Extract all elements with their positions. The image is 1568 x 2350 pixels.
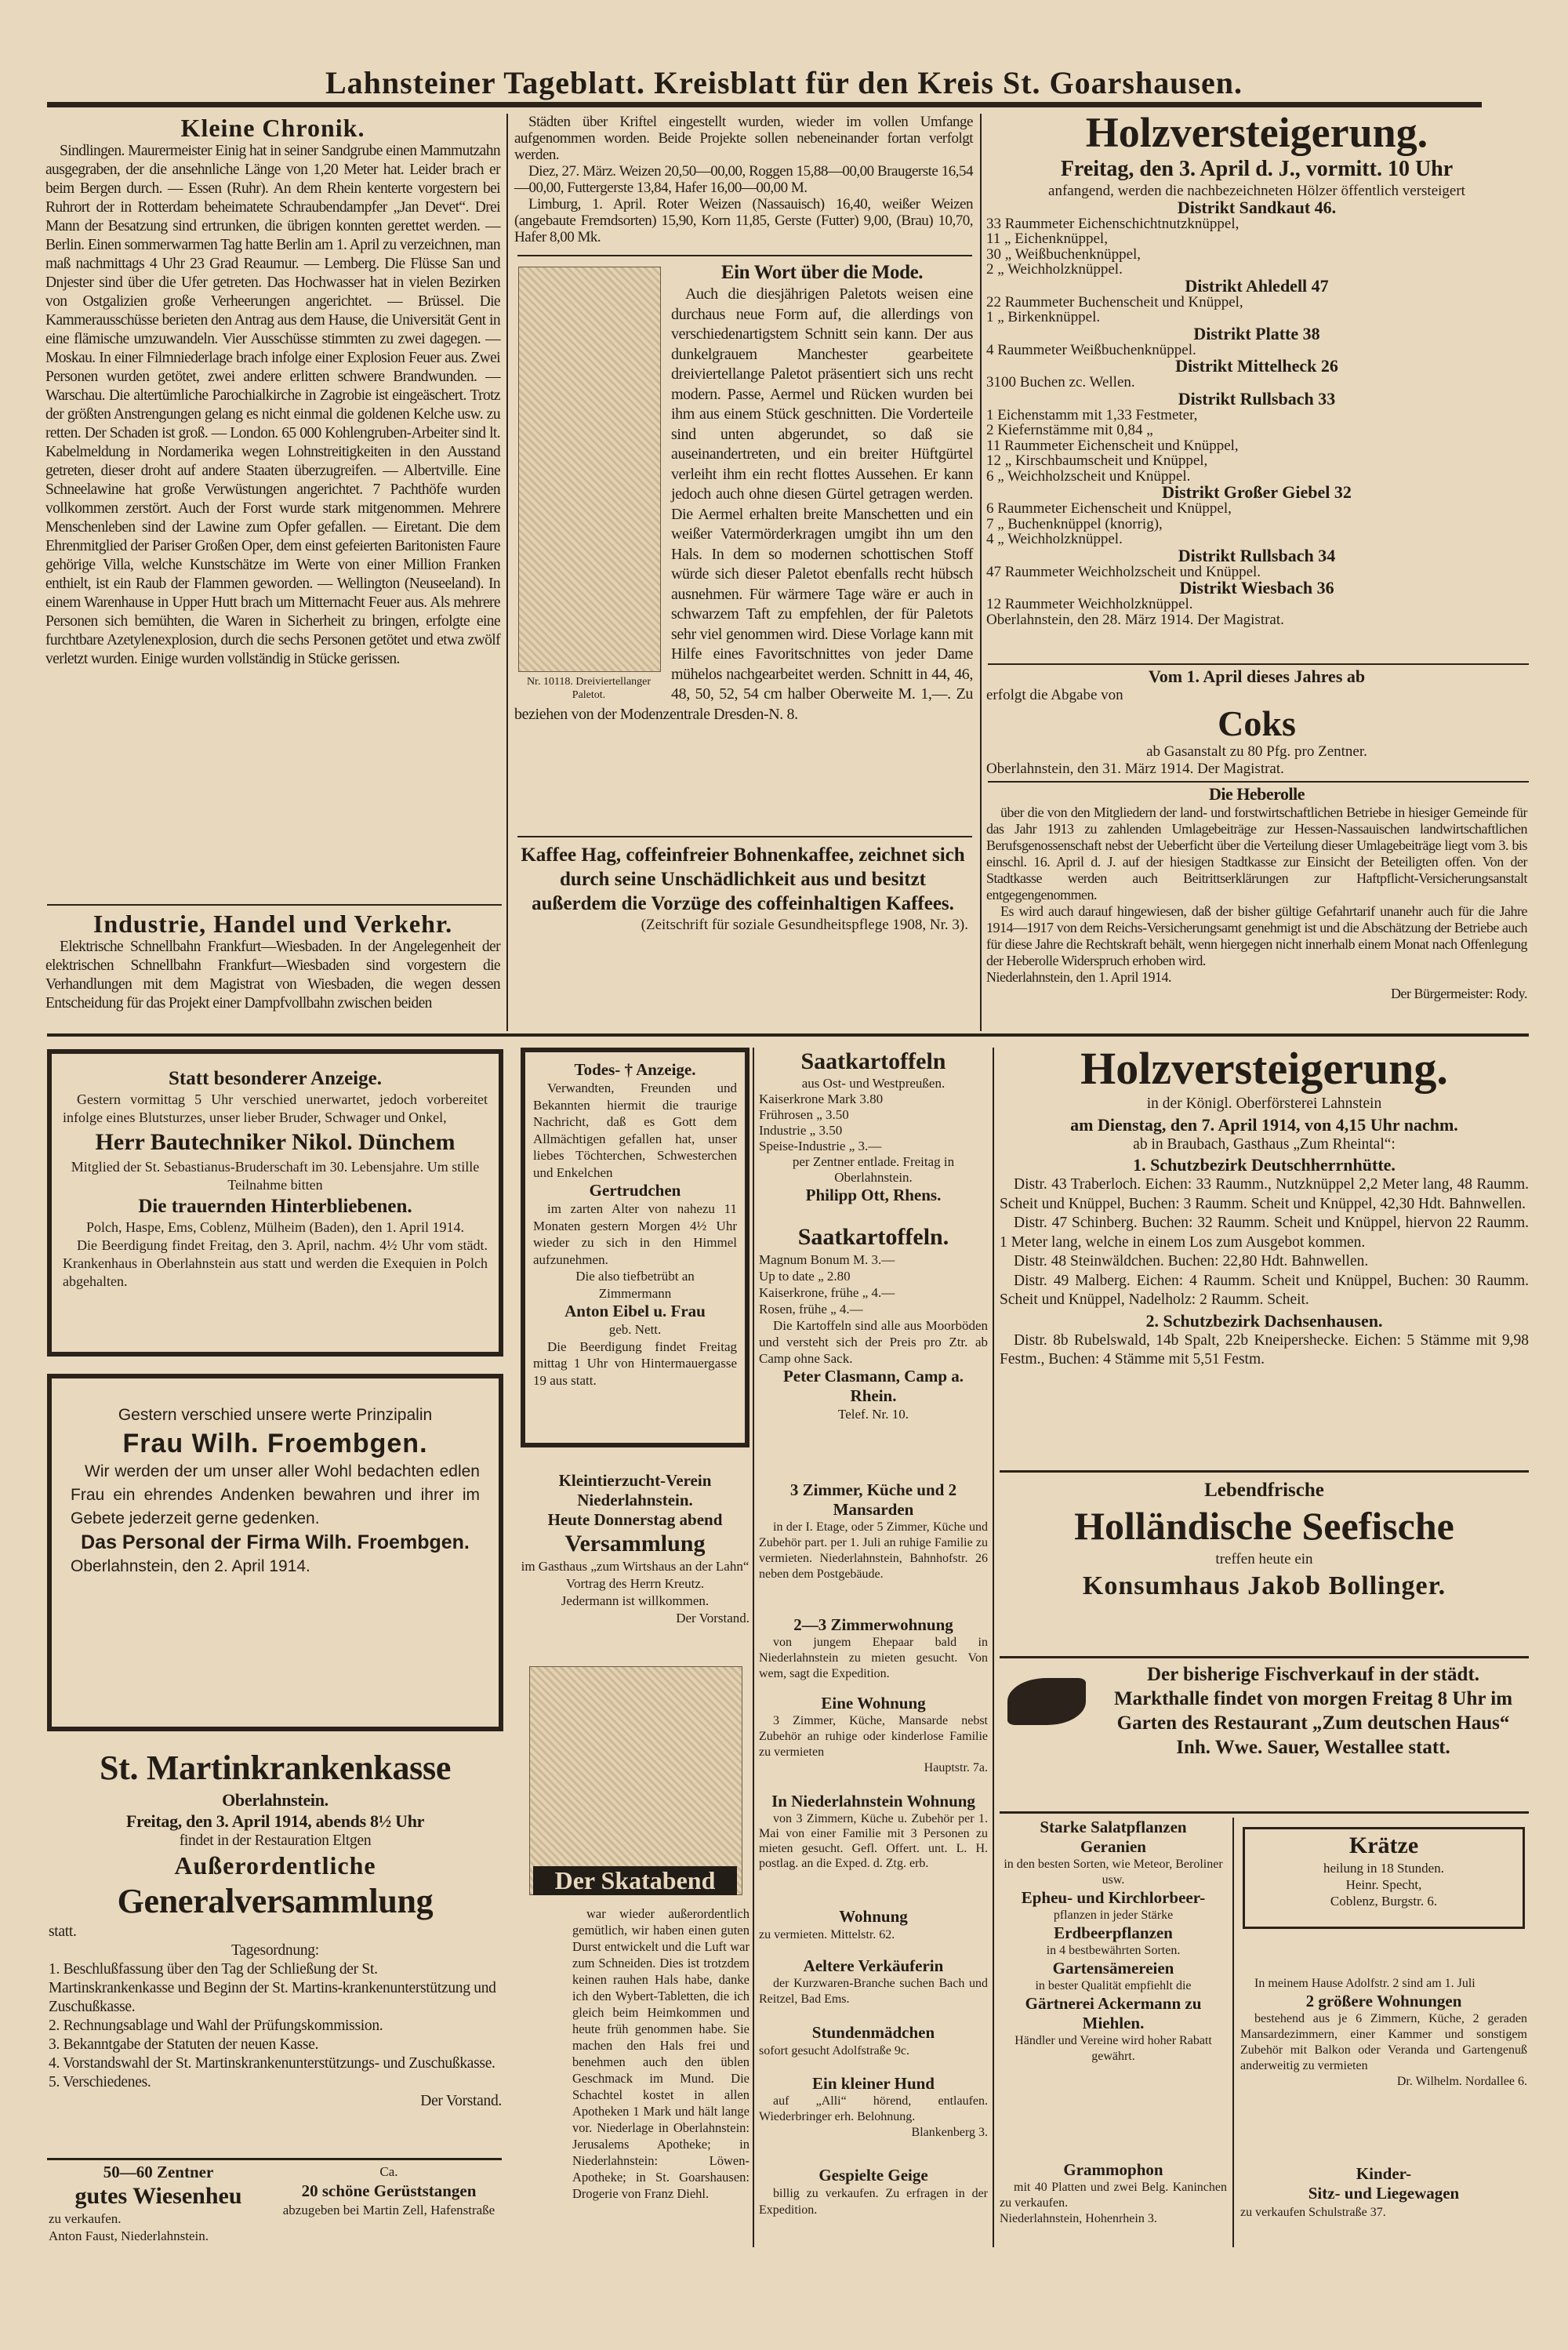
text-line: Der Bürgermeister: Rody.	[1391, 986, 1527, 1001]
ad-saatkartoffeln-clasmann	[759, 1223, 988, 1422]
heading: Lebendfrische	[1204, 1480, 1324, 1501]
ad-divider	[1000, 1656, 1529, 1658]
heading: Frau Wilh. Froembgen.	[122, 1429, 428, 1458]
text-line: Der Vorstand.	[676, 1611, 750, 1625]
text-line: Verwandten, Freunden und Bekannten hiermit die traurige Nachricht, daß es Gott dem Allmächtigen gefallen hat, unser liebes Töchterchen, Schwesterchen und Enkelchen	[533, 1081, 737, 1180]
ad-kaffee-hag	[517, 843, 968, 935]
heading: Distrikt Großer Giebel 32	[1162, 482, 1352, 502]
text-line: erfolgt die Abgabe von	[986, 687, 1123, 703]
heading: Sitz- und Liegewagen	[1308, 2184, 1460, 2203]
illustration-float	[514, 260, 663, 699]
heading: Statt besonderer Anzeige.	[169, 1068, 382, 1089]
text-line: 3100 Buchen zc. Wellen.	[986, 374, 1135, 390]
death-notice-froembgen	[71, 1404, 480, 1578]
text-line: 2 „ Weichholzknüppel.	[986, 261, 1123, 278]
text-line: 2 Kiefernstämme mit 0,84 „	[986, 422, 1153, 438]
text-line: 12 Raummeter Weichholzknüppel.	[986, 596, 1193, 612]
text-line: Distr. 49 Malberg. Eichen: 4 Raumm. Scheit und Knüppel, Buchen: 30 Raumm. Scheit und Knüppel, Nadelholz: 2 Raumm. Scheit.	[1000, 1272, 1529, 1308]
heading: Holländische Seefische	[1074, 1504, 1454, 1548]
text-line: Coblenz, Burgstr. 6.	[1330, 1894, 1438, 1909]
text-line: 4. Vorstandswahl der St. Martinskrankenunterstützungs- und Zuschußkasse.	[49, 2055, 495, 2072]
text-line: mit 40 Platten und zwei Belg. Kaninchen zu verkaufen.	[1000, 2181, 1227, 2210]
text-line: abzugeben bei Martin Zell, Hafenstraße	[282, 2203, 495, 2217]
text-line: Niederlahnstein, den 1. April 1914.	[986, 969, 1171, 985]
text-line: 1 „ Birkenknüppel.	[986, 309, 1101, 325]
text-line: in der Königl. Oberförsterei Lahnstein	[1146, 1095, 1382, 1112]
heading: Holzversteigerung.	[1085, 109, 1428, 156]
text-line: ab in Braubach, Gasthaus „Zum Rheintal“:	[1133, 1135, 1396, 1153]
ad-fischverkauf	[1098, 1662, 1529, 1760]
section-divider	[47, 1033, 1529, 1037]
text-line: Zimmermann	[598, 1285, 672, 1301]
heading: Das Personal der Firma Wilh. Froembgen.	[81, 1531, 470, 1553]
text-line: Speise-Industrie „ 3.—	[759, 1139, 882, 1153]
text-line: Mitglied der St. Sebastianus-Bruderschaft im 30. Lebensjahre. Um stille Teilnahme bitten	[71, 1159, 480, 1193]
ad-grammophon	[1000, 2160, 1227, 2227]
text-line: billig zu verkaufen. Zu erfragen in der Expedition.	[759, 2187, 988, 2217]
text-line: auf „Alli“ hörend, entlaufen. Wiederbringer erh. Belohnung.	[759, 2094, 988, 2123]
heading: Krätze	[1348, 1832, 1419, 1858]
heading: 2. Schutzbezirk Dachsenhausen.	[1145, 1310, 1383, 1331]
text-line: Oberlahnstein, den 31. März 1914. Der Magistrat.	[986, 761, 1284, 777]
text-line: anfangend, werden die nachbezeichneten Hölzer öffentlich versteigert	[1048, 183, 1465, 199]
heading: Generalversammlung	[117, 1882, 434, 1920]
text-line: 1 Eichenstamm mit 1,33 Festmeter,	[986, 406, 1198, 423]
text-line: Gestern verschied unsere werte Prinzipalin	[118, 1406, 433, 1424]
article-industrie-handel	[45, 910, 500, 1013]
heading: Freitag, den 3. April 1914, abends 8½ Uhr	[125, 1811, 425, 1831]
heading: Eine Wohnung	[821, 1694, 926, 1713]
text-line: Vortrag des Herrn Kreutz.	[565, 1576, 705, 1591]
text-line: Tagesordnung:	[231, 1942, 319, 1959]
heading: gutes Wiesenheu	[74, 2183, 242, 2209]
text-line: 1. Beschlußfassung über den Tag der Schließung der St. Martinskrankenkasse und Beginn der St. Martins-krankenunterstützung und Zuschußkasse.	[49, 1961, 496, 2015]
ad-divider	[1000, 1811, 1529, 1814]
text-line: zu vermieten. Mittelstr. 62.	[759, 1928, 895, 1941]
ad-holzversteigerung-magistrat	[986, 110, 1527, 627]
text-line: Dr. Wilhelm. Nordallee 6.	[1396, 2075, 1527, 2088]
text-line: 33 Raummeter Eichenschichtnutzknüppel,	[986, 215, 1240, 232]
text-line: Händler und Vereine wird hoher Rabatt gewährt.	[1014, 2034, 1212, 2063]
heading: Ein Wort über die Mode.	[720, 262, 924, 283]
text-line: Die Beerdigung findet Freitag, den 3. April, nachm. 4½ Uhr vom städt. Krankenhaus in Oberlahnstein aus statt und werden die Exequien in Polch abgehalten.	[63, 1237, 488, 1289]
ad-kleiner-hund	[759, 2074, 988, 2141]
text-line: Distr. 43 Traberloch. Eichen: 33 Raumm., Nutzknüppel 2,2 Meter lang, 48 Raumm. Scheit und Knüppel, Buchen: 3 Raumm. Scheit und Knüppel, 42,30 Hdt. Bahnwellen.	[1000, 1176, 1529, 1212]
text-line: Heinr. Specht,	[1345, 1877, 1422, 1892]
heading: Distrikt Wiesbach 36	[1179, 578, 1334, 597]
heading: Gertrudchen	[589, 1181, 681, 1200]
heading: Konsumhaus Jakob Bollinger.	[1082, 1571, 1446, 1600]
illustration-title: Der Skatabend	[533, 1866, 737, 1895]
text-line: 12 „ Kirschbaumscheit und Knüppel,	[986, 452, 1208, 469]
heading: Kleine Chronik.	[180, 114, 365, 142]
heading: Erdbeerpflanzen	[1054, 1923, 1173, 1942]
heading: Distrikt Ahledell 47	[1185, 275, 1329, 296]
text-line: Der Vorstand.	[420, 2093, 502, 2109]
text-line: Auch die diesjährigen Paletots weisen eine durchaus neue Form auf, die allerdings von verschiedenartigstem Schnitt sein kann. Der aus dunkelgrauem Manchester gearbeitete dreiviertellange Paletot präsentiert sich uns recht modern. Passe, Aermel und Rücken wurden bei ihm aus einem Stück geschnitten. Die Vorderteile sind unten abgerundet, so daß sie auseinandertreten, und ein breiter Hüftgürtel verleiht ihm ein recht flottes Aussehen. Er kann jedoch auch ohne diesen Gürtel getragen werden. Die Aermel erhalten breite Manschetten und ein weißer Vatermörderkragen umgibt ihn um den Hals. In dem so modernen schottischen Stoff würde sich dieser Paletot ebenfalls recht hübsch ausnehmen. Für wärmere Tage wäre er auch in schwarzem Taft zu empfehlen, der für Paletots sehr viel genommen wird. Diese Vorlage kann mit Hilfe eines Favoritschnittes von jeder Dame mühelos nachgearbeitet werden. Schnitt in 44, 46, 48, 50, 52, 54 cm halber Oberweite M. 1,—. Zu beziehen von der Modenzentrale Dresden-N. 8.	[514, 285, 973, 723]
text-line: heilung in 18 Stunden.	[1323, 1861, 1444, 1876]
text-line: aus Ost- und Westpreußen.	[801, 1076, 946, 1091]
heading: Kinder-	[1356, 2164, 1412, 2183]
heading: Starke Salatpflanzen	[1040, 1818, 1187, 1836]
text-line: zu verkaufen Schulstraße 37.	[1240, 2206, 1386, 2219]
text-line: findet in der Restauration Eltgen	[179, 1832, 372, 1849]
text-line: Wir werden der um unser aller Wohl bedachten edlen Frau ein ehrendes Andenken bewahren und ihrer im Gebete jederzeit gerne gedenken.	[71, 1462, 480, 1527]
ad-gaertnerei-ackermann	[1000, 1818, 1227, 2065]
text-line: per Zentner entlade. Freitag in Oberlahnstein.	[792, 1154, 955, 1185]
text-line: im zarten Alter von nahezu 11 Monaten gestern Morgen 4½ Uhr wieder zu sich in den Himmel aufzunehmen.	[533, 1201, 737, 1267]
ad-divider	[1000, 1470, 1529, 1473]
text-line: bestehend aus je 6 Zimmern, Küche, 2 geraden Mansardezimmern, einer Kammer und sonstigem Zubehör mit Balkon oder Veranda und Gartengenuß anderweitig zu vermieten	[1240, 2012, 1527, 2072]
heading: Geranien	[1080, 1837, 1146, 1856]
text-line: Distr. 47 Schinberg. Buchen: 32 Raumm. Scheit und Knüppel, hiervon 22 Raumm. 1 Meter lang, welche in einem Los zum Ausgebot kommen.	[1000, 1215, 1529, 1251]
heading: Anton Eibel u. Frau	[564, 1302, 706, 1320]
text-line: Diez, 27. März. Weizen 20,50—00,00, Roggen 15,88—00,00 Braugerste 16,54—00,00, Futtergerste 13,84, Hafer 16,00—00,00 M.	[514, 163, 973, 196]
column-divider	[980, 114, 982, 1031]
text-line: Die also tiefbetrübt an	[575, 1269, 695, 1284]
text-line: von 3 Zimmern, Küche u. Zubehör per 1. Mai von einer Familie mit 3 Personen zu mieten gesucht. Gefl. Offert. unt. L. H. postlag. an die Exped. d. Ztg. erb.	[759, 1812, 988, 1870]
ad-wybert-tabletten	[572, 1905, 750, 2202]
ad-kleintierzucht-verein	[521, 1471, 750, 1627]
text-line: Kaiserkrone, frühe „ 4.—	[759, 1285, 895, 1300]
skatabend-illustration	[529, 1666, 742, 1895]
heading: Peter Clasmann, Camp a. Rhein.	[782, 1367, 964, 1405]
heading: Distrikt Sandkaut 46.	[1177, 197, 1337, 217]
text-line: Anton Faust, Niederlahnstein.	[49, 2228, 209, 2243]
ad-3-zimmer	[759, 1480, 988, 1582]
heading: Holzversteigerung.	[1080, 1043, 1448, 1094]
text-line: in 4 bestbewährten Sorten.	[1046, 1944, 1181, 1957]
text-line: Distr. 8b Rubelswald, 14b Spalt, 22b Kneipershecke. Eichen: 5 Stämme mit 9,98 Festm., Buchen: 4 Stämme mit 5,51 Festm.	[1000, 1331, 1529, 1368]
text-line: Ca.	[379, 2164, 398, 2179]
column-divider	[993, 1048, 994, 2247]
text-line: sofort gesucht Adolfstraße 9c.	[759, 2044, 909, 2058]
heading: Distrikt Mittelheck 26	[1175, 356, 1338, 376]
ad-saatkartoffeln-ott	[759, 1048, 988, 1205]
ad-koks	[986, 666, 1527, 778]
heading: Vom 1. April dieses Jahres ab	[1148, 666, 1366, 686]
heading: Distrikt Rullsbach 34	[1178, 545, 1336, 565]
article-divider	[47, 904, 502, 906]
heading: Industrie, Handel und Verkehr.	[93, 910, 453, 938]
notice-heberolle	[986, 784, 1527, 1002]
text-line: 5. Verschiedenes.	[49, 2074, 151, 2090]
text-line: 22 Raummeter Buchenscheit und Knüppel,	[986, 293, 1243, 311]
text-line: von jungem Ehepaar bald in Niederlahnstein zu mieten gesucht. Von wem, sagt die Expedition.	[759, 1636, 988, 1680]
text-line: in den besten Sorten, wie Meteor, Beroliner usw.	[1004, 1858, 1223, 1887]
ad-hollaendische-seefische	[1000, 1478, 1529, 1603]
text-line: zu verkaufen.	[49, 2211, 122, 2226]
text-line: Jedermann ist willkommen.	[561, 1593, 710, 1608]
text-line: war wieder außerordentlich gemütlich, wir haben einen guten Durst entwickelt und die Luft war zum Schneiden. Dies ist trotzdem keinen rauhen Hals habe, danke ich den Wybert-Tabletten, die ich gleich beim Heimkommen und heute früh genommen habe. Sie machen den Hals frei und benehmen auch den üblen Geschmack im Mund. Die Schachtel kostet in allen Apotheken 1 Mark und hält lange vor. Niederlage in Oberlahnstein: Jerusalems Apotheke; in Niederlahnstein: Löwen-Apotheke; in St. Goarshausen: Drogerie von Franz Diehl.	[572, 1906, 750, 2201]
ad-eine-wohnung	[759, 1694, 988, 1776]
text-line: In meinem Hause Adolfstr. 2 sind am 1. Juli	[1254, 1977, 1475, 1990]
ad-verkaeuferin	[759, 1956, 988, 2007]
text-line: Up to date „ 2.80	[759, 1269, 851, 1284]
heading: Epheu- und Kirchlorbeer-	[1021, 1888, 1206, 1907]
text-line: Niederlahnstein, Hohenrhein 3.	[1000, 2212, 1157, 2225]
text-line: der Kurzwaren-Branche suchen Bach und Reitzel, Bad Ems.	[759, 1977, 988, 2006]
heading: Aeltere Verkäuferin	[803, 1956, 944, 1975]
text-line: pflanzen in jeder Stärke	[1053, 1909, 1174, 1922]
text-line: Städten über Kriftel eingestellt wurden, wieder im vollen Umfange aufgenommen worden. Beide Projekte sollen nebeneinander fortan verfolgt werden.	[514, 114, 973, 163]
heading: Saatkartoffeln.	[797, 1224, 949, 1250]
heading: Außerordentliche	[174, 1851, 376, 1880]
heading: Der bisherige Fischverkauf in der städt. Markthalle findet von morgen Freitag 8 Uhr im Garten des Restaurant „Zum deutschen Haus“ Inh. Wwe. Sauer, Westallee statt.	[1113, 1664, 1513, 1758]
heading: Die Heberolle	[1209, 784, 1305, 804]
text-line: Industrie „ 3.50	[759, 1123, 843, 1138]
fashion-illustration	[518, 267, 661, 672]
heading: Freitag, den 3. April d. J., vormitt. 10 Uhr	[1060, 157, 1454, 181]
heading: Oberlahnstein.	[222, 1790, 328, 1810]
text-line: Limburg, 1. April. Roter Weizen (Nassauisch) 16,40, weißer Weizen (angebaute Fremdsorten) 15,90, Korn 11,85, Gerste (Futter) 9,00, (Brau) 10,70, Hafer 8,00 Mk.	[514, 196, 973, 245]
ad-2-3-zimmerwohnung	[759, 1615, 988, 1682]
heading: Heute Donnerstag abend	[547, 1510, 723, 1529]
heading: 50—60 Zentner	[103, 2163, 214, 2181]
text-line: Rosen, frühe „ 4.—	[759, 1302, 863, 1317]
heading: Distrikt Platte 38	[1193, 323, 1320, 343]
heading: Wohnung	[839, 1907, 908, 1926]
ad-wohnung-niederlahnstein	[759, 1792, 988, 1871]
text-line: 3 Zimmer, Küche, Mansarde nebst Zubehör an ruhige oder kinderlose Familie zu vermieten	[759, 1714, 988, 1759]
heading: Grammophon	[1063, 2160, 1163, 2179]
text-line: 11 Raummeter Eichenscheit und Knüppel,	[986, 437, 1239, 454]
text-line: 2. Rechnungsablage und Wahl der Prüfungskommission.	[49, 2018, 383, 2034]
text-line: Sindlingen. Maurermeister Einig hat in seiner Sandgrube einen Mammutzahn ausgegraben, der die ansehnliche Länge von 1,20 Meter hat. Leider brach er beim Bergen durch. — Essen (Ruhr). An dem Rhein kenterte vorgestern bei Ruhrort der in Rotterdam beheimatete Schraubendampfer „Jan Devet“. Drei Mann der Besatzung sind ertrunken, die übrigen konnten gerettet werden. — Berlin. Einen sommerwarmen Tag hatte Berlin am 1. April zu verzeichnen, man maß nachmittags 4 Uhr 23 Grad Reaumur. — Lemberg. Die Flüsse San und Dnjester sind über die Ufer getreten. Das Hochwasser hat in vielen Bezirken von Ostgalizien große Verheerungen angerichtet. — Brüssel. Die Kammerausschüsse berieten den Antrag aus dem Hause, die Universität Gent in eine flämische umzuwandeln. Vier Ausschüsse stimmten zu zwei dagegen. — Moskau. In einer Filmniederlage brach infolge einer Explosion Feuer aus. Zwei Personen wurden getötet, zwei andere erlitten schwere Brandwunden. — Warschau. Die altertümliche Parochialkirche in Zagrobie ist eingeäschert. Trotz der größten Anstrengungen gelang es nicht einmal die goldenen Kelche usw. zu retten. Der Schaden ist groß. — London. 65 000 Kohlengruben-Arbeiter sind lt. Kabelmeldung in Nordamerika wegen Lohnstreitigkeiten in den Ausstand getreten, dieser droht auf andere Staaten überzugreifen. — Albertville. Eine Schneelawine hat große Verwüstungen angerichtet. 7 Pachthöfe wurden vollkommen zerstört. Auch der Forst wurde stark mitgenommen. Mehrere Menschenleben sind der Lawine zum Opfer gefallen. — Eiretant. Die dem Ehrenmitglied der Pariser Großen Oper, dem einst gefeierten Baritonisten Faure gehörige Villa, welche Kunstschätze im Werte von einer Million Franken enthielt, ist ein Raub der Flammen geworden. — Wellington (Neuseeland). In einem Warenhause in Upper Hutt brach um Mitternacht Feuer aus. Als mehrere Personen sich bemühten, die Waren in Sicherheit zu bringen, erfolgte eine furchtbare Azetylenexplosion, durch die sechs Personen getötet und etwa zwölf verletzt wurden. Einige wurden vollständig in Stücke gerissen.	[45, 143, 500, 667]
death-notice-duenchem	[63, 1066, 488, 1291]
ad-divider	[988, 663, 1529, 665]
ad-geruststangen	[276, 2163, 502, 2220]
text-line: Polch, Haspe, Ems, Coblenz, Mülheim (Baden), den 1. April 1914.	[86, 1219, 464, 1235]
heading: Gärtnerei Ackermann zu Miehlen.	[1025, 1994, 1202, 2032]
text-line: Oberlahnstein, den 2. April 1914.	[71, 1557, 310, 1575]
heading: 20 schöne Gerüststangen	[301, 2181, 477, 2200]
heading: Ein kleiner Hund	[811, 2074, 935, 2093]
heading: Kleintierzucht-Verein Niederlahnstein.	[558, 1471, 712, 1509]
text-line: 3. Bekanntgabe der Statuten der neuen Kasse.	[49, 2036, 319, 2053]
text-line: Distr. 48 Steinwäldchen. Buchen: 22,80 Hdt. Bahnwellen.	[1014, 1253, 1369, 1269]
ad-geige	[759, 2166, 988, 2218]
heading: In Niederlahnstein Wohnung	[771, 1792, 975, 1811]
text-line: Kaiserkrone Mark 3.80	[759, 1091, 884, 1106]
ad-wohnung-mittelstr	[759, 1907, 988, 1944]
heading: 1. Schutzbezirk Deutschherrnhütte.	[1133, 1155, 1396, 1175]
text-line: Telef. Nr. 10.	[838, 1407, 909, 1422]
heading: Versammlung	[564, 1531, 706, 1556]
ad-adolfstr-wohnungen	[1240, 1976, 1527, 2090]
illustration-caption: Nr. 10118. Dreiviertellanger Paletot.	[526, 676, 652, 701]
column-divider	[1232, 1818, 1234, 2247]
text-line: Es wird auch darauf hingewiesen, daß der bisher gültige Gefahrtarif unanehr auch für die Jahre 1914—1917 von dem Reichs-Versicherungsamt genehmigt ist und die Abschätzung der Betriebe auch für diese Jahre die Rechtskraft behält, wenn hiergegen nicht innerhalb einem Monat nach Offenlegung der Heberolle Widerspruch erhoben wird.	[986, 903, 1527, 968]
text-line: 4 „ Weichholzknüppel.	[986, 531, 1123, 547]
death-notice-gertrudchen	[533, 1060, 737, 1389]
ad-divider	[47, 2158, 502, 2160]
text-line: 7 „ Buchenknüppel (knorrig),	[986, 515, 1163, 532]
article-divider	[517, 836, 972, 837]
text-line: Magnum Bonum M. 3.—	[759, 1252, 895, 1267]
ad-kraetze	[1247, 1832, 1521, 1909]
ad-wiesenheu	[49, 2163, 268, 2245]
text-line: 6 Raummeter Eichenscheit und Knüppel,	[986, 500, 1232, 517]
newspaper-masthead: Lahnsteiner Tageblatt. Kreisblatt für den Kreis St. Goarshausen.	[325, 65, 1243, 100]
text-line: 30 „ Weißbuchenknüppel,	[986, 245, 1142, 263]
heading: Philipp Ott, Rhens.	[805, 1186, 942, 1204]
heading: Gartensämereien	[1052, 1959, 1174, 1978]
ad-kinderwagen	[1240, 2164, 1527, 2222]
ad-stundenmaedchen	[759, 2023, 988, 2060]
column-divider	[506, 114, 508, 1031]
text-line: im Gasthaus „zum Wirtshaus an der Lahn“	[521, 1559, 750, 1574]
heading: 2—3 Zimmerwohnung	[793, 1615, 953, 1634]
ad-martinkrankenkasse	[49, 1747, 502, 2111]
article-kleine-chronik	[45, 114, 500, 669]
masthead-rule	[47, 102, 1482, 107]
text-line: geb. Nett.	[608, 1322, 662, 1337]
text-line: statt.	[49, 1923, 77, 1940]
fish-icon	[1007, 1678, 1086, 1725]
text-line: Frührosen „ 3.50	[759, 1107, 849, 1122]
heading: 2 größere Wohnungen	[1305, 1992, 1462, 2010]
heading: Herr Bautechniker Nikol. Dünchem	[95, 1129, 456, 1155]
heading: Kaffee Hag, coffeinfreier Bohnenkaffee, zeichnet sich durch seine Unschädlichkeit aus und besitzt außerdem die Vorzüge des coffeinhaltigen Kaffees.	[521, 844, 965, 914]
heading: Coks	[1218, 703, 1296, 743]
text-line: über die von den Mitgliedern der land- und forstwirtschaftlichen Betriebe in hiesiger Gemeinde für das Jahr 1913 zu zahlenden Umlagebeiträge zur Hessen-Nassauischen landwirtschaftlichen Berufsgenossenschaft nebst der Ueberficht über die Verteilung dieser Umlagebeiträge liegt vom 3. bis einschl. 16. April d. J. auf der hiesigen Stadtkasse zur Einsicht der Beteiligten offen. Von der Stadtkasse werden auch Beitrittserklärungen zur Haftpflicht-Versicherungsanstalt entgegengenommen.	[986, 805, 1527, 903]
article-divider	[517, 255, 972, 256]
text-line: 4 Raummeter Weißbuchenknüppel.	[986, 341, 1196, 358]
heading: Todes- † Anzeige.	[574, 1060, 696, 1079]
ad-divider	[988, 781, 1529, 783]
heading: St. Martinkrankenkasse	[99, 1749, 452, 1787]
heading: Distrikt Rullsbach 33	[1178, 388, 1336, 409]
text-line: Die Kartoffeln sind alle aus Moorböden und versteht sich der Preis pro Ztr. ab Camp ohne Sack.	[759, 1318, 988, 1366]
text-line: Hauptstr. 7a.	[924, 1761, 988, 1774]
text-line: Elektrische Schnellbahn Frankfurt—Wiesbaden. In der Angelegenheit der elektrischen Schnellbahn Frankfurt—Wiesbaden sind vorgestern die Verhandlungen mit dem Magistrat von Wiesbaden, die wegen dessen Entscheidung für das Projekt einer Dampfvollbahn zwischen beiden	[45, 939, 500, 1012]
text-line: in bester Qualität empfiehlt die	[1035, 1979, 1192, 1992]
heading: Die trauernden Hinterbliebenen.	[138, 1196, 412, 1217]
text-line: Gestern vormittag 5 Uhr verschied unerwartet, jedoch vorbereitet infolge eines Blutsturzes, unser lieber Bruder, Schwager und Onkel,	[63, 1091, 488, 1125]
heading: Gespielte Geige	[818, 2166, 928, 2185]
heading: Stundenmädchen	[811, 2023, 935, 2042]
heading: Saatkartoffeln	[800, 1048, 946, 1074]
text-line: (Zeitschrift für soziale Gesundheitspflege 1908, Nr. 3).	[641, 917, 968, 933]
ad-holzversteigerung-oberfoersterei	[1000, 1043, 1529, 1370]
heading: am Dienstag, den 7. April 1914, von 4,15 Uhr nachm.	[1070, 1114, 1458, 1135]
text-line: Oberlahnstein, den 28. März 1914. Der Magistrat.	[986, 611, 1284, 628]
text-line: ab Gasanstalt zu 80 Pfg. pro Zentner.	[1146, 743, 1367, 760]
article-mode	[514, 260, 973, 725]
text-line: in der I. Etage, oder 5 Zimmer, Küche und Zubehör part. per 1. Juli an ruhige Familie zu vermieten. Niederlahnstein, Bahnhofstr. 26 neben dem Postgebäude.	[759, 1520, 988, 1581]
text-line: 6 „ Weichholzscheit und Knüppel.	[986, 467, 1191, 485]
text-line: 47 Raummeter Weichholzscheit und Knüppel.	[986, 563, 1261, 580]
text-line: treffen heute ein	[1215, 1551, 1313, 1567]
column-divider	[753, 1048, 754, 2247]
text-line: Blankenberg 3.	[911, 2126, 988, 2139]
text-line: 11 „ Eichenknüppel,	[986, 231, 1108, 247]
heading: 3 Zimmer, Küche und 2 Mansarden	[789, 1480, 957, 1519]
article-market-prices	[514, 114, 973, 245]
text-line: Die Beerdigung findet Freitag mittag 1 Uhr von Hintermauergasse 19 aus statt.	[533, 1338, 737, 1388]
